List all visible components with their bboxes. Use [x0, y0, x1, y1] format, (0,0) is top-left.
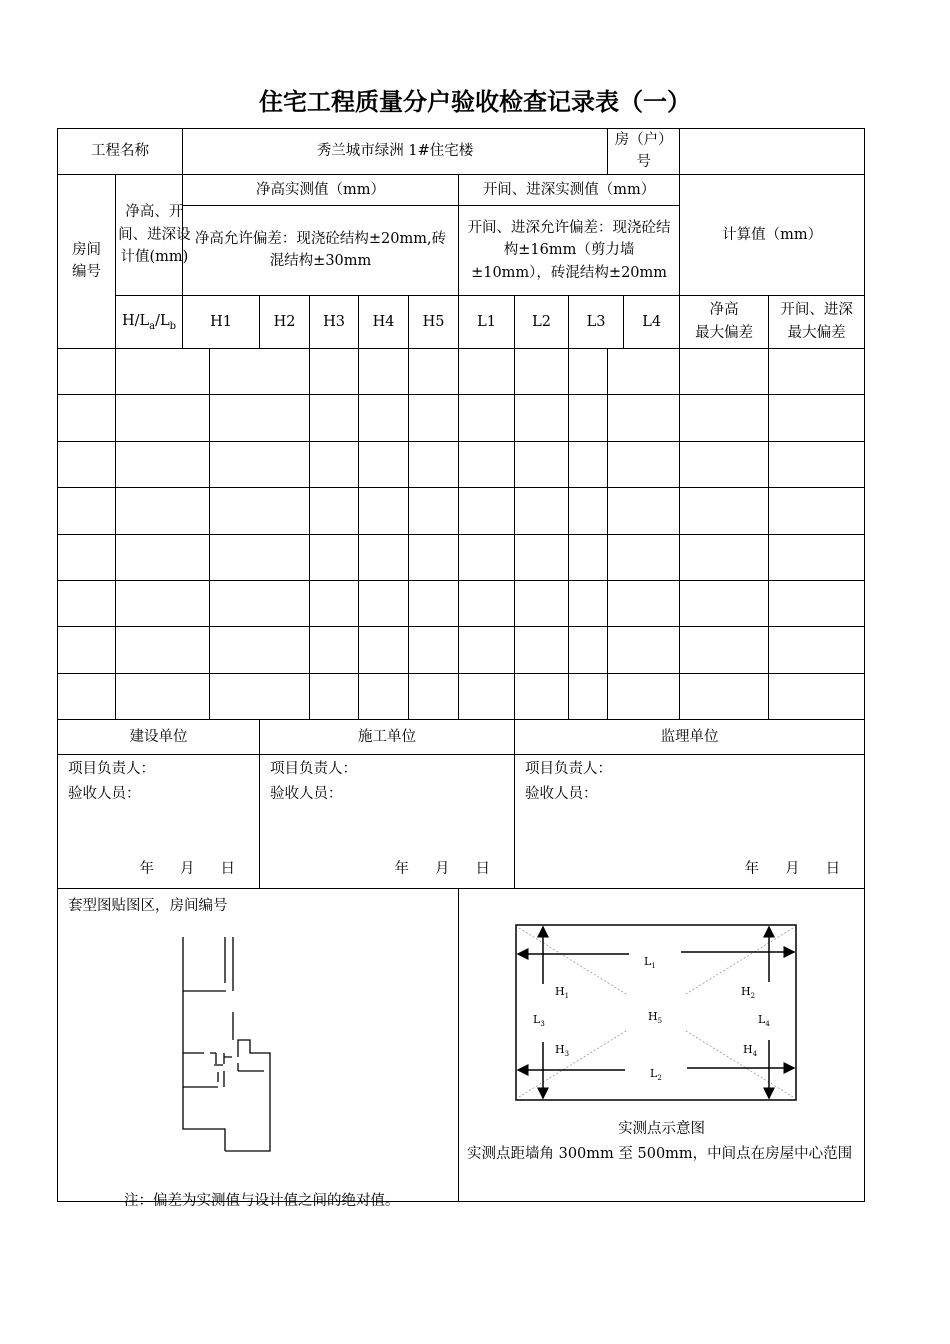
table-cell[interactable]: [680, 673, 769, 719]
contractor-signature-cell[interactable]: [260, 755, 515, 889]
table-cell[interactable]: [769, 488, 865, 534]
table-row: [58, 441, 865, 487]
table-cell[interactable]: [210, 534, 310, 580]
table-cell[interactable]: [515, 534, 569, 580]
table-cell[interactable]: [769, 534, 865, 580]
table-cell[interactable]: [116, 488, 210, 534]
h3-column-header: H3: [310, 295, 359, 348]
table-cell[interactable]: [58, 348, 116, 394]
builder-unit-header: 建设单位: [58, 720, 260, 755]
inspection-record-table: [57, 128, 865, 1202]
table-cell[interactable]: [459, 673, 515, 719]
table-cell[interactable]: [569, 395, 608, 441]
label-h1: $H_1$: [555, 985, 570, 1001]
table-cell[interactable]: [769, 348, 865, 394]
label-l2: $L_2$: [650, 1067, 662, 1083]
h4-column-header: H4: [359, 295, 409, 348]
date-line: 年 月 日: [744, 860, 841, 877]
builder-signature-cell[interactable]: [58, 755, 260, 889]
table-cell[interactable]: [459, 348, 515, 394]
table-cell[interactable]: [569, 534, 608, 580]
table-cell[interactable]: [116, 441, 210, 487]
table-cell[interactable]: [608, 673, 680, 719]
table-cell[interactable]: [569, 580, 608, 626]
table-cell[interactable]: [409, 580, 459, 626]
table-cell[interactable]: [58, 627, 116, 673]
supervisor-signature-cell[interactable]: [515, 755, 865, 889]
table-cell[interactable]: [680, 441, 769, 487]
table-cell[interactable]: [58, 580, 116, 626]
table-cell[interactable]: [210, 627, 310, 673]
date-line: 年 月 日: [394, 860, 490, 877]
table-cell[interactable]: [409, 441, 459, 487]
table-cell[interactable]: [608, 534, 680, 580]
table-cell[interactable]: [116, 534, 210, 580]
table-cell[interactable]: [680, 488, 769, 534]
table-cell[interactable]: [680, 395, 769, 441]
height-measured-header: 净高实测值（mm）: [183, 174, 459, 205]
floor-plan-sketch: [176, 937, 336, 1147]
table-cell[interactable]: [409, 348, 459, 394]
supervisor-unit-header: 监理单位: [515, 720, 865, 755]
table-cell[interactable]: [680, 580, 769, 626]
table-cell[interactable]: [680, 627, 769, 673]
table-cell[interactable]: [409, 627, 459, 673]
table-cell[interactable]: [608, 441, 680, 487]
span-tolerance-note: 开间、进深允许偏差：现浇砼结构±16mm（剪力墙±10mm），砖混结构±20mm: [459, 205, 680, 295]
table-row: [58, 395, 865, 441]
label-h2: $H_2$: [741, 985, 756, 1001]
table-cell[interactable]: [310, 580, 359, 626]
l1-column-header: L1: [459, 295, 515, 348]
diagram-caption: 实测点示意图: [618, 1121, 706, 1138]
table-cell[interactable]: [58, 441, 116, 487]
max-height-dev-header: 净高 最大偏差: [680, 295, 769, 348]
table-row: [58, 534, 865, 580]
table-cell[interactable]: [359, 580, 409, 626]
footnote: 注：偏差为实测值与设计值之间的绝对值。: [124, 1193, 400, 1209]
table-cell[interactable]: [459, 627, 515, 673]
table-cell[interactable]: [359, 534, 409, 580]
table-cell[interactable]: [116, 395, 210, 441]
table-cell[interactable]: [409, 534, 459, 580]
date-line: 年 月 日: [139, 860, 235, 877]
table-cell[interactable]: [608, 488, 680, 534]
label-l3: $L_3$: [533, 1013, 545, 1029]
table-cell[interactable]: [310, 395, 359, 441]
table-cell[interactable]: [515, 348, 569, 394]
table-cell[interactable]: [459, 534, 515, 580]
table-cell[interactable]: [359, 441, 409, 487]
h2-column-header: H2: [260, 295, 310, 348]
table-cell[interactable]: [680, 348, 769, 394]
label-l1: $L_1$: [644, 955, 656, 971]
table-cell[interactable]: [515, 673, 569, 719]
table-cell[interactable]: [680, 534, 769, 580]
table-cell[interactable]: [310, 441, 359, 487]
leader-label: 项目负责人：: [525, 761, 612, 778]
leader-label: 项目负责人：: [270, 761, 357, 778]
table-row: [58, 580, 865, 626]
l3-column-header: L3: [569, 295, 624, 348]
table-cell[interactable]: [569, 627, 608, 673]
table-row: [58, 673, 865, 719]
table-row: [58, 627, 865, 673]
max-span-dev-header: 开间、进深 最大偏差: [769, 295, 865, 348]
table-cell[interactable]: [459, 441, 515, 487]
table-cell[interactable]: [409, 395, 459, 441]
table-cell[interactable]: [58, 488, 116, 534]
span-measured-header: 开间、进深实测值（mm）: [459, 174, 680, 205]
table-cell[interactable]: [310, 534, 359, 580]
label-h4: $H_4$: [743, 1043, 758, 1059]
room-number-value[interactable]: [680, 129, 865, 175]
floor-plan-label: 套型图贴图区，房间编号: [68, 898, 228, 915]
table-cell[interactable]: [569, 673, 608, 719]
project-name-value[interactable]: 秀兰城市绿洲 1#住宅楼: [183, 129, 608, 175]
table-cell[interactable]: [58, 534, 116, 580]
table-cell[interactable]: [359, 395, 409, 441]
table-cell[interactable]: [58, 395, 116, 441]
label-l4: $L_4$: [758, 1013, 770, 1029]
table-cell[interactable]: [569, 488, 608, 534]
table-cell[interactable]: [459, 488, 515, 534]
h5-column-header: H5: [409, 295, 459, 348]
table-cell[interactable]: [116, 673, 210, 719]
table-cell[interactable]: [515, 488, 569, 534]
table-cell[interactable]: [359, 673, 409, 719]
table-cell[interactable]: [210, 673, 310, 719]
room-no-header: 房间编号: [58, 174, 116, 348]
table-cell[interactable]: [116, 627, 210, 673]
table-cell[interactable]: [608, 348, 680, 394]
table-cell[interactable]: [769, 395, 865, 441]
table-cell[interactable]: [310, 673, 359, 719]
inspector-label: 验收人员：: [270, 786, 343, 803]
table-cell[interactable]: [515, 627, 569, 673]
hl-column-header: $H/L_a/L_b$: [116, 295, 183, 348]
table-cell[interactable]: [769, 627, 865, 673]
table-cell[interactable]: [569, 441, 608, 487]
table-cell[interactable]: [58, 673, 116, 719]
diagram-note: 实测点距墙角 300mm 至 500mm，中间点在房屋中心范围: [467, 1146, 853, 1163]
table-cell[interactable]: [459, 580, 515, 626]
table-cell[interactable]: [359, 348, 409, 394]
table-cell[interactable]: [210, 395, 310, 441]
table-cell[interactable]: [608, 395, 680, 441]
label-h5: $H_5$: [648, 1010, 663, 1026]
page-title: 住宅工程质量分户验收检查记录表（一）: [259, 88, 691, 116]
contractor-unit-header: 施工单位: [260, 720, 515, 755]
label-h3: $H_3$: [555, 1043, 570, 1059]
table-cell[interactable]: [210, 488, 310, 534]
table-cell[interactable]: [359, 627, 409, 673]
design-value-header: 净高、开间、进深设计值(mm): [116, 174, 183, 295]
leader-label: 项目负责人：: [68, 761, 155, 778]
table-row: [58, 488, 865, 534]
h1-column-header: H1: [183, 295, 260, 348]
table-cell[interactable]: [310, 627, 359, 673]
table-cell[interactable]: [409, 488, 459, 534]
calc-value-header: 计算值（mm）: [680, 174, 865, 295]
inspector-label: 验收人员：: [68, 786, 141, 803]
measurement-point-diagram: [515, 924, 797, 1104]
table-cell[interactable]: [608, 580, 680, 626]
table-cell[interactable]: [116, 580, 210, 626]
floor-plan-area[interactable]: [58, 889, 459, 1202]
table-cell[interactable]: [210, 441, 310, 487]
table-cell[interactable]: [515, 441, 569, 487]
measurement-diagram-area: [459, 889, 865, 1202]
table-cell[interactable]: [116, 348, 210, 394]
data-rows: [58, 348, 865, 719]
table-cell[interactable]: [769, 441, 865, 487]
table-cell[interactable]: [210, 580, 310, 626]
room-number-label: 房（户）号: [608, 129, 680, 175]
l2-column-header: L2: [515, 295, 569, 348]
height-tolerance-note: 净高允许偏差：现浇砼结构±20mm,砖混结构±30mm: [183, 205, 459, 295]
table-cell[interactable]: [310, 348, 359, 394]
table-cell[interactable]: [459, 395, 515, 441]
table-cell[interactable]: [515, 580, 569, 626]
table-cell[interactable]: [569, 348, 608, 394]
table-row: [58, 348, 865, 394]
l4-column-header: L4: [624, 295, 680, 348]
table-cell[interactable]: [769, 673, 865, 719]
table-cell[interactable]: [210, 348, 310, 394]
table-cell[interactable]: [515, 395, 569, 441]
inspector-label: 验收人员：: [525, 786, 598, 803]
table-cell[interactable]: [769, 580, 865, 626]
table-cell[interactable]: [608, 627, 680, 673]
table-cell[interactable]: [409, 673, 459, 719]
table-cell[interactable]: [359, 488, 409, 534]
table-cell[interactable]: [310, 488, 359, 534]
project-name-label: 工程名称: [58, 129, 183, 175]
